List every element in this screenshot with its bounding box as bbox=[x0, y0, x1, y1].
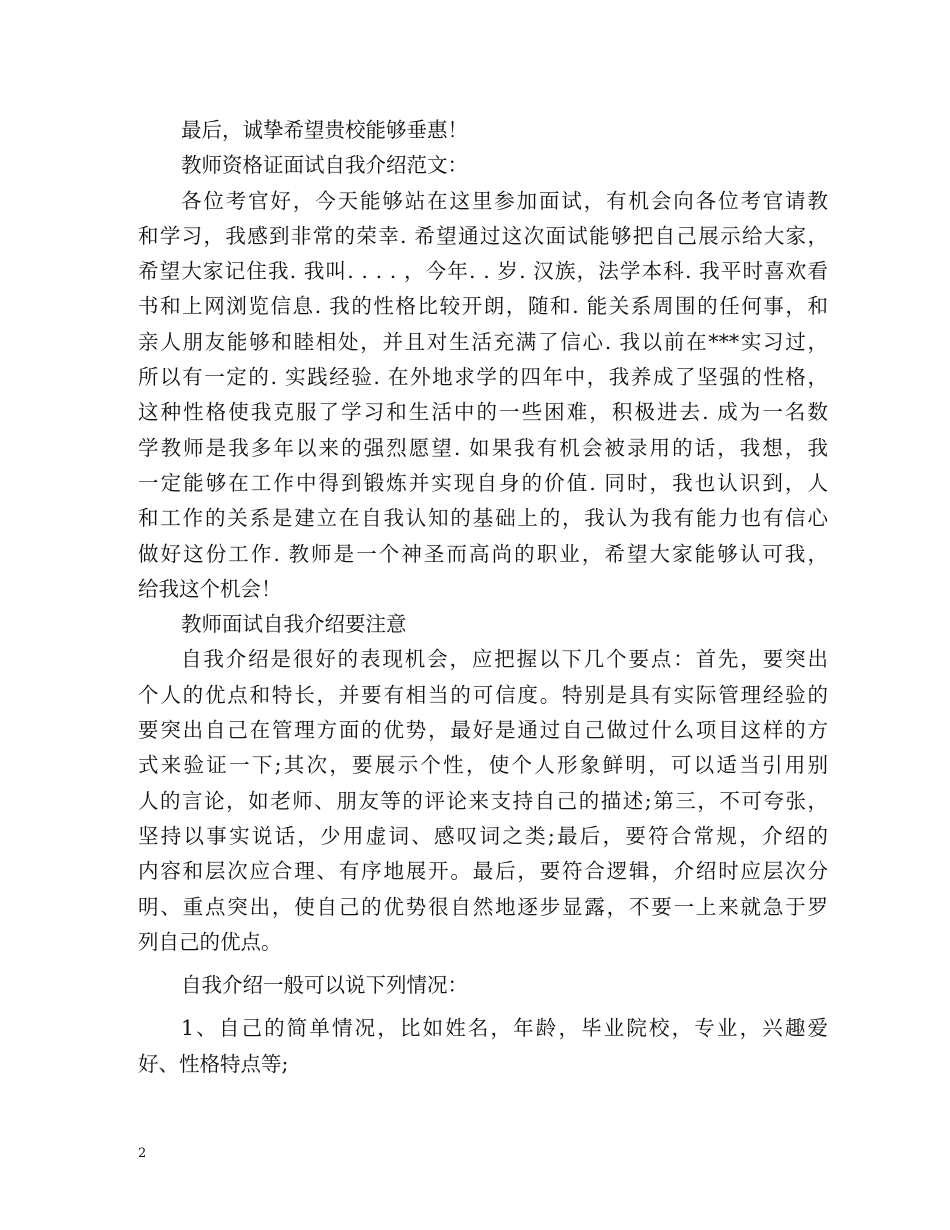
paragraph-line: 书和上网浏览信息. 我的性格比较开朗，随和. 能关系周围的任何事，和 bbox=[138, 294, 828, 319]
paragraph-gap bbox=[138, 1003, 828, 1011]
paragraph-line: 人的言论，如老师、朋友等的评论来支持自己的描述;第三，不可夸张， bbox=[138, 788, 828, 813]
paragraph-line: 内容和层次应合理、有序地展开。最后，要符合逻辑，介绍时应层次分 bbox=[138, 859, 828, 884]
paragraph-line: 希望大家记住我. 我叫. . . . ，今年. . 岁. 汉族，法学本科. 我平时喜欢看 bbox=[138, 259, 828, 284]
paragraph-gap bbox=[138, 960, 828, 968]
page-number: 2 bbox=[138, 1146, 147, 1161]
list-item-line: 好、性格特点等; bbox=[138, 1051, 289, 1076]
paragraph-line: 最后，诚挚希望贵校能够垂惠！ bbox=[181, 118, 468, 142]
paragraph-line: 亲人朋友能够和睦相处，并且对生活充满了信心. 我以前在***实习过， bbox=[138, 329, 828, 354]
document-body bbox=[138, 113, 828, 1082]
paragraph-line: 个人的优点和特长，并要有相当的可信度。特别是具有实际管理经验的 bbox=[138, 682, 828, 707]
paragraph-line: 和工作的关系是建立在自我认知的基础上的，我认为我有能力也有信心 bbox=[138, 506, 828, 531]
paragraph-line: 自我介绍是很好的表现机会，应把握以下几个要点：首先，要突出 bbox=[181, 647, 828, 672]
paragraph-line: 给我这个机会！ bbox=[138, 576, 282, 601]
paragraph-line: 这种性格使我克服了学习和生活中的一些困难，积极进去. 成为一名数 bbox=[138, 400, 828, 425]
paragraph-line: 一定能够在工作中得到锻炼并实现自身的价值. 同时，我也认识到，人 bbox=[138, 470, 828, 495]
paragraph-line: 学教师是我多年以来的强烈愿望. 如果我有机会被录用的话，我想，我 bbox=[138, 435, 828, 460]
section-heading: 教师面试自我介绍要注意 bbox=[181, 612, 407, 637]
section-heading: 教师资格证面试自我介绍范文： bbox=[181, 153, 468, 178]
section-heading: 自我介绍一般可以说下列情况： bbox=[181, 973, 468, 998]
paragraph-line: 要突出自己在管理方面的优势，最好是通过自己做过什么项目这样的方 bbox=[138, 718, 828, 743]
paragraph-line: 各位考官好，今天能够站在这里参加面试，有机会向各位考官请教 bbox=[181, 188, 828, 213]
paragraph-line: 坚持以事实说话，少用虚词、感叹词之类;最后，要符合常规，介绍的 bbox=[138, 823, 828, 848]
paragraph-line: 和学习，我感到非常的荣幸. 希望通过这次面试能够把自己展示给大家， bbox=[138, 223, 828, 248]
paragraph-line: 式来验证一下;其次，要展示个性，使个人形象鲜明，可以适当引用别 bbox=[138, 753, 828, 778]
paragraph-line: 做好这份工作. 教师是一个神圣而高尚的职业，希望大家能够认可我， bbox=[138, 541, 828, 566]
paragraph-line: 所以有一定的. 实践经验. 在外地求学的四年中，我养成了坚强的性格， bbox=[138, 365, 828, 390]
list-item-line: 1、自己的简单情况，比如姓名，年龄，毕业院校，专业，兴趣爱 bbox=[181, 1016, 828, 1041]
paragraph-line: 明、重点突出，使自己的优势很自然地逐步显露，不要一上来就急于罗 bbox=[138, 894, 828, 919]
paragraph-line: 列自己的优点。 bbox=[138, 929, 282, 954]
